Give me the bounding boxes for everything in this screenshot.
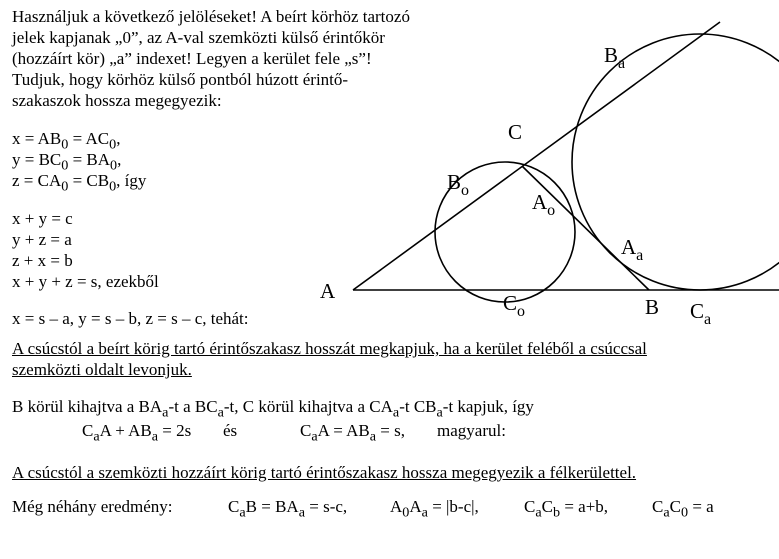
results-label: Még néhány eredmény: (12, 497, 173, 516)
def-z: $z = CA_0 = CB_0$, így (12, 171, 147, 195)
label-Ao: $A_o$ (532, 190, 556, 219)
label-Aa: $A_a$ (621, 235, 644, 264)
rule1-line-2: szemközti oldalt levonjuk. (12, 360, 192, 379)
eq-sum: $C_aA + AB_a = 2s$ (82, 421, 192, 445)
eq-and: és (223, 421, 238, 440)
result-2: $A_0A_a = |b-c|$, (390, 497, 479, 521)
def-y: $y = BC_0 = BA_0$, (12, 150, 122, 174)
intro-line-1: Használjuk a következő jelöléseket! A beírt körhöz tartozó (12, 7, 410, 26)
intro-line-5: szakaszok hossza megegyezik: (12, 91, 222, 110)
label-Ba: $B_a$ (604, 43, 626, 72)
intro-line-3: (hozzáírt kör) „a” indexet! Legyen a kerület fele „s”! (12, 49, 372, 68)
label-A: A (320, 279, 336, 303)
fold-paragraph: B körül kihajtva a $BA_a-t$ a $BC_a-t$, C körül kihajtva a $CA_a-t$ $CB_a-t$ kapjuk, így (12, 397, 534, 421)
intro-line-2: jelek kapjanak „0”, az A-val szemközti külső érintőkör (12, 28, 385, 47)
def-x: $x = AB_0 = AC_0$, (12, 129, 121, 153)
label-Ca: $C_a$ (690, 299, 712, 328)
eq-2: y + z = a (12, 230, 72, 249)
label-B: B (645, 295, 660, 319)
eq-1: x + y = c (12, 209, 73, 228)
eq-3: z + x = b (12, 251, 73, 270)
eq-4: x + y + z = s, ezekből (12, 272, 159, 291)
result-line: x = s – a, y = s – b, z = s – c, tehát: (12, 309, 249, 328)
result-4: $C_aC_0 = a$ (652, 497, 714, 521)
label-Co: $C_o$ (503, 291, 526, 320)
result-3: $C_aC_b = a+b$, (524, 497, 609, 521)
eq-half: $C_aA = AB_a = s$, (300, 421, 405, 445)
excircle (572, 34, 779, 290)
label-C: C (508, 120, 523, 144)
intro-line-4: Tudjuk, hogy körhöz külső pontból húzott érintő- (12, 70, 349, 89)
line-bc-side (522, 166, 649, 290)
line-ac-tangent (353, 22, 720, 290)
rule1-line-1: A csúcstól a beírt körig tartó érintőszakasz hosszát megkapjuk, ha a kerület feléből a csúccsal (12, 339, 647, 358)
result-1: $C_aB = BA_a = s-c$, (228, 497, 348, 521)
label-Bo: $B_o$ (447, 170, 470, 199)
magyarul-label: magyarul: (437, 421, 506, 440)
rule2-line: A csúcstól a szemközti hozzáírt körig tartó érintőszakasz hossza megegyezik a félkerülettel. (12, 463, 637, 482)
